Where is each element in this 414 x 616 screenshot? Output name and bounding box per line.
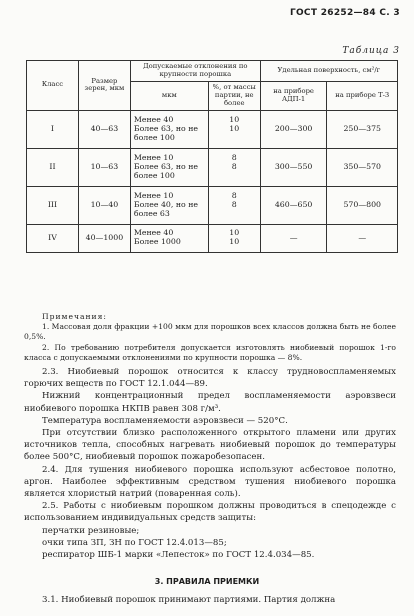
cell-size: 40—63 — [78, 110, 130, 148]
header-surface: Удельная поверхность, см²/г — [260, 61, 397, 82]
paragraph-2-3: 2.3. Ниобиевый порошок относится к классу трудновоспламеняемых горючих веществ по ГОСТ 12.1.044—89. — [24, 367, 396, 390]
section-title: 3. ПРАВИЛА ПРИЕМКИ — [154, 577, 260, 586]
cell-surface-t3: 570—800 — [327, 186, 398, 224]
cell-class: II — [27, 148, 79, 186]
deviation-line: более 100 — [133, 170, 175, 180]
header-grain-size: Размер зерен, мкм — [78, 61, 130, 111]
percent-line: 8 — [231, 161, 237, 171]
cell-deviation — [130, 148, 208, 186]
powder-class-table — [26, 60, 398, 253]
list-item: перчатки резиновые; — [42, 525, 140, 536]
percent-line: 10 — [229, 228, 240, 238]
header-surface-adp: на приборе АДП-1 — [260, 81, 327, 110]
cell-surface-t3: 350—570 — [327, 148, 398, 186]
table-caption: Таблица 3 — [342, 46, 400, 56]
percent-line — [212, 210, 257, 219]
section-3-text — [24, 594, 396, 606]
percent-line: 8 — [231, 190, 237, 200]
notes-title: Примечания: — [42, 312, 107, 321]
paragraph-2-4: 2.4. Для тушения ниобиевого порошка используют асбестовое полотно, аргон. Наиболее эффективным средством тушения ниобиевого порошка является хлористый натрий (поваренная соль). — [24, 464, 396, 500]
cell-percent — [208, 186, 260, 224]
paragraph-3-1: 3.1. Ниобиевый порошок принимают партиями. Партия должна — [42, 595, 336, 605]
cell-surface-t3: — — [327, 224, 398, 252]
cell-percent — [208, 224, 260, 252]
header-surface-t3: на приборе Т-3 — [327, 81, 398, 110]
deviation-line: Менее 40 — [133, 114, 174, 124]
header-tolerance-um: мкм — [130, 81, 208, 110]
deviation-line: Более 63, но не — [133, 123, 199, 133]
cell-surface-adp: 300—550 — [260, 148, 327, 186]
cell-deviation — [130, 224, 208, 252]
percent-line — [212, 134, 257, 143]
deviation-line: Менее 10 — [133, 190, 174, 200]
cell-size: 10—40 — [78, 186, 130, 224]
percent-line: 10 — [229, 123, 240, 133]
deviation-line: Более 1000 — [133, 237, 181, 247]
percent-line: 10 — [229, 114, 240, 124]
percent-line — [212, 172, 257, 181]
cell-surface-adp: 200—300 — [260, 110, 327, 148]
table-row — [27, 110, 398, 148]
table-row — [27, 186, 398, 224]
deviation-line: Менее 10 — [133, 152, 174, 162]
cell-size: 10—63 — [78, 148, 130, 186]
notes-block — [24, 312, 396, 363]
cell-deviation — [130, 110, 208, 148]
cell-size: 40—1000 — [78, 224, 130, 252]
cell-surface-adp: — — [260, 224, 327, 252]
header-class: Класс — [27, 61, 79, 111]
percent-line: 8 — [231, 199, 237, 209]
page-header: ГОСТ 26252—84 С. 3 — [289, 8, 400, 18]
cell-surface-adp: 460—650 — [260, 186, 327, 224]
cell-surface-t3: 250—375 — [327, 110, 398, 148]
deviation-line: более 100 — [133, 132, 175, 142]
table-row — [27, 148, 398, 186]
list-item: очки типа ЗП, ЗН по ГОСТ 12.4.013—85; — [42, 537, 227, 548]
paragraph-2-5: 2.5. Работы с ниобиевым порошком должны проводиться в спецодежде с использованием индивидуальных средств защиты: — [24, 501, 396, 524]
deviation-line: Менее 40 — [133, 228, 174, 238]
deviation-line: Более 63, но не — [133, 161, 199, 171]
paragraph-nkpv: Нижний концентрационный предел воспламеняемости аэровзвеси ниобиевого порошка НКПВ равен 308 г/м³. — [24, 391, 396, 414]
note-2: 2. По требованию потребителя допускается изготовлять ниобиевый порошок 1-го класса с допускаемыми отклонениями по крупности порошка — 8%. — [24, 342, 396, 362]
table-row — [27, 224, 398, 252]
note-1: 1. Массовая доля фракции +100 мкм для порошков всех классов должна быть не более 0,5%. — [24, 322, 396, 342]
paragraph-temperature: Температура воспламеняемости аэровзвеси — 520°С. — [42, 415, 288, 426]
cell-percent — [208, 148, 260, 186]
header-tolerance-pct: %, от массы партии, не более — [208, 81, 260, 110]
cell-class: IV — [27, 224, 79, 252]
list-item: респиратор ШБ-1 марки «Лепесток» по ГОСТ 12.4.034—85. — [42, 550, 315, 561]
cell-class: III — [27, 186, 79, 224]
body-text — [24, 366, 396, 561]
cell-percent — [208, 110, 260, 148]
percent-line: 10 — [229, 237, 240, 247]
percent-line: 8 — [231, 152, 237, 162]
paragraph-fire-safety: При отсутствии близко расположенного открытого пламени или других источников тепла, способных нагревать ниобиевый порошок до температуры более 500°С, ниобиевый порошок пожаробезопасен. — [24, 428, 396, 463]
deviation-line: более 63 — [133, 208, 170, 218]
cell-deviation — [130, 186, 208, 224]
header-tolerance: Допускаемые отклонения по крупности порошка — [130, 61, 260, 82]
cell-class: I — [27, 110, 79, 148]
deviation-line: Более 40, но не — [133, 199, 199, 209]
